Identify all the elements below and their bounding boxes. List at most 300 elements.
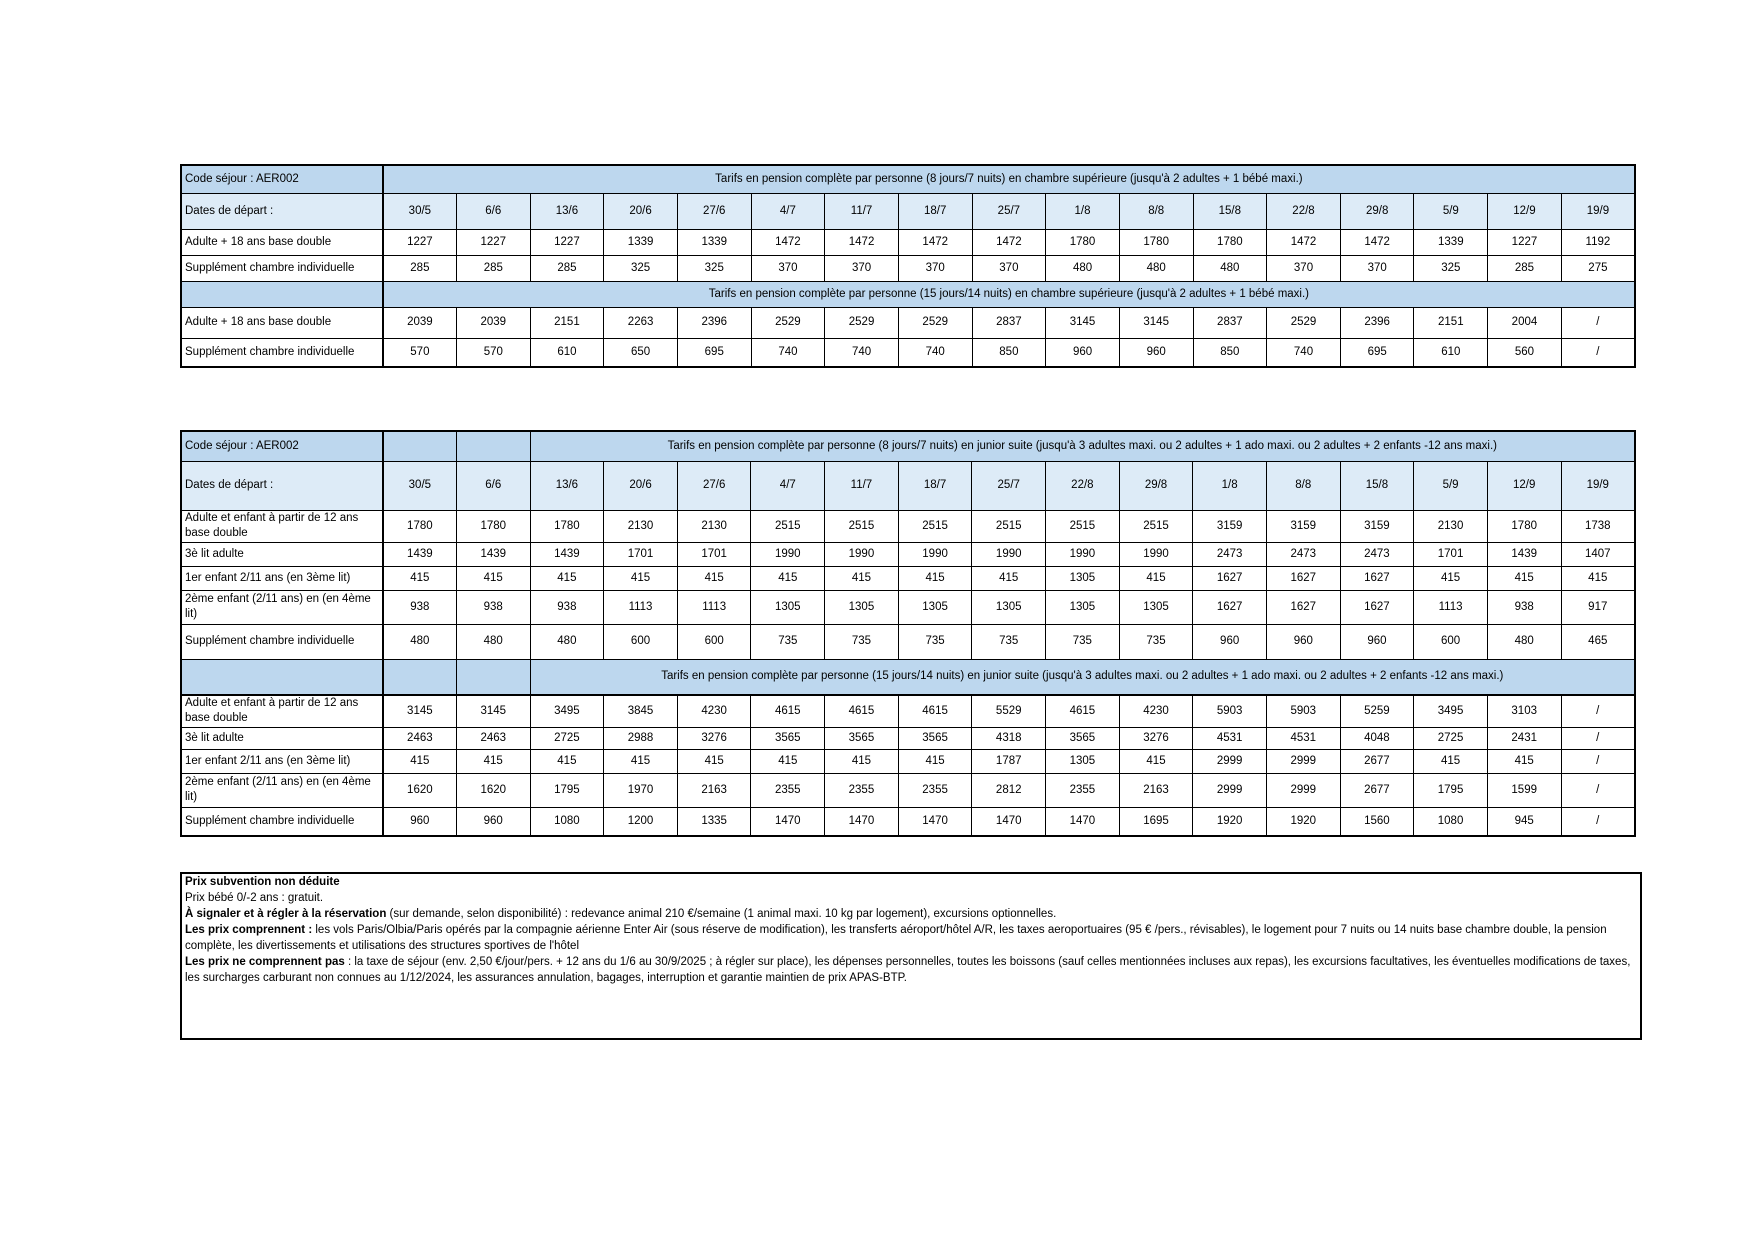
- empty-cell: [383, 659, 457, 695]
- price-cell: 938: [456, 590, 530, 624]
- price-cell: 285: [530, 255, 604, 281]
- price-cell: 3276: [677, 727, 751, 749]
- table-row: [181, 727, 1635, 749]
- price-cell: 1627: [1193, 566, 1267, 590]
- price-cell: 2151: [530, 307, 604, 338]
- price-cell: 480: [383, 624, 457, 659]
- date-cell: 18/7: [898, 461, 972, 510]
- price-cell: 415: [1119, 749, 1193, 773]
- price-cell: 600: [604, 624, 678, 659]
- price-cell: /: [1561, 695, 1635, 727]
- price-cell: 960: [456, 807, 530, 836]
- departure-dates-row: [181, 461, 1635, 510]
- price-cell: 415: [898, 566, 972, 590]
- price-cell: 3159: [1340, 510, 1414, 542]
- price-cell: 1780: [1193, 229, 1267, 255]
- price-cell: 5903: [1266, 695, 1340, 727]
- price-cell: 1627: [1340, 566, 1414, 590]
- price-cell: 570: [383, 338, 457, 367]
- price-cell: 1920: [1266, 807, 1340, 836]
- price-cell: /: [1561, 749, 1635, 773]
- price-cell: 1439: [383, 542, 457, 566]
- price-cell: 735: [825, 624, 899, 659]
- price-cell: 1470: [1046, 807, 1120, 836]
- price-cell: 1470: [825, 807, 899, 836]
- price-cell: 1305: [1046, 590, 1120, 624]
- price-cell: 2163: [1119, 773, 1193, 807]
- price-cell: 1470: [972, 807, 1046, 836]
- price-cell: 275: [1561, 255, 1635, 281]
- table-header-row: [181, 165, 1635, 193]
- row-label: 2ème enfant (2/11 ans) en (en 4ème lit): [181, 773, 383, 807]
- price-cell: 1701: [677, 542, 751, 566]
- date-cell: 4/7: [751, 461, 825, 510]
- price-cell: 2837: [972, 307, 1046, 338]
- price-cell: 1472: [972, 229, 1046, 255]
- table-header-row: [181, 431, 1635, 461]
- price-cell: 2130: [677, 510, 751, 542]
- date-cell: 11/7: [825, 461, 899, 510]
- price-cell: 2463: [383, 727, 457, 749]
- date-cell: 1/8: [1193, 461, 1267, 510]
- price-cell: 5903: [1193, 695, 1267, 727]
- date-cell: 20/6: [604, 193, 678, 229]
- price-cell: 1990: [1119, 542, 1193, 566]
- price-cell: 1787: [972, 749, 1046, 773]
- price-cell: 465: [1561, 624, 1635, 659]
- price-cell: 3565: [898, 727, 972, 749]
- price-cell: 1627: [1193, 590, 1267, 624]
- price-cell: 480: [1119, 255, 1193, 281]
- subsidy-note: Prix subvention non déduite: [185, 876, 340, 888]
- price-cell: 740: [751, 338, 825, 367]
- date-cell: 4/7: [751, 193, 825, 229]
- date-cell: 22/8: [1046, 461, 1120, 510]
- price-cell: 415: [604, 566, 678, 590]
- price-cell: 480: [1193, 255, 1267, 281]
- price-cell: 2515: [825, 510, 899, 542]
- price-cell: 1780: [383, 510, 457, 542]
- price-cell: 1780: [1119, 229, 1193, 255]
- date-cell: 13/6: [530, 461, 604, 510]
- price-cell: 960: [1340, 624, 1414, 659]
- departure-dates-label: Dates de départ :: [181, 193, 383, 229]
- price-cell: 938: [530, 590, 604, 624]
- price-cell: 2529: [751, 307, 825, 338]
- price-cell: 2677: [1340, 749, 1414, 773]
- price-cell: 325: [1414, 255, 1488, 281]
- price-cell: 850: [1193, 338, 1267, 367]
- price-cell: 2431: [1487, 727, 1561, 749]
- reservation-note: À signaler et à régler à la réservation (sur demande, selon disponibilité) : redevance animal 210 €/semaine (1 animal maxi. 10 kg par logement), excursions optionnelles.: [185, 908, 1057, 920]
- price-cell: 415: [825, 749, 899, 773]
- price-cell: 1227: [530, 229, 604, 255]
- price-cell: 1472: [1267, 229, 1341, 255]
- price-cell: 735: [1046, 624, 1120, 659]
- price-cell: 1695: [1119, 807, 1193, 836]
- price-cell: 2396: [677, 307, 751, 338]
- price-cell: 5259: [1340, 695, 1414, 727]
- price-cell: 4048: [1340, 727, 1414, 749]
- price-cell: 1920: [1193, 807, 1267, 836]
- price-cell: 4318: [972, 727, 1046, 749]
- price-cell: 1305: [1119, 590, 1193, 624]
- price-cell: 3103: [1487, 695, 1561, 727]
- price-cell: 415: [825, 566, 899, 590]
- row-label: 2ème enfant (2/11 ans) en (en 4ème lit): [181, 590, 383, 624]
- price-cell: 1780: [456, 510, 530, 542]
- empty-cell: [181, 281, 383, 307]
- price-cell: 3565: [825, 727, 899, 749]
- price-cell: 735: [1119, 624, 1193, 659]
- price-cell: 3145: [1119, 307, 1193, 338]
- price-cell: 1227: [383, 229, 457, 255]
- price-cell: 2039: [456, 307, 530, 338]
- price-cell: 735: [972, 624, 1046, 659]
- price-cell: 1470: [751, 807, 825, 836]
- table-row: [181, 229, 1635, 255]
- price-cell: 917: [1561, 590, 1635, 624]
- price-cell: 1990: [972, 542, 1046, 566]
- price-cell: 1970: [604, 773, 678, 807]
- date-cell: 27/6: [677, 193, 751, 229]
- price-cell: 3276: [1119, 727, 1193, 749]
- date-cell: 22/8: [1267, 193, 1341, 229]
- price-cell: 2473: [1193, 542, 1267, 566]
- price-cell: 3495: [1414, 695, 1488, 727]
- price-cell: 480: [530, 624, 604, 659]
- table-title-8-days: Tarifs en pension complète par personne (8 jours/7 nuits) en junior suite (jusqu'à 3 adultes maxi. ou 2 adultes + 1 ado maxi. ou 2 adultes + 2 enfants -12 ans maxi.): [530, 431, 1635, 461]
- price-cell: 2812: [972, 773, 1046, 807]
- date-cell: 19/9: [1561, 193, 1635, 229]
- price-cell: 2263: [604, 307, 678, 338]
- price-cell: 1080: [1414, 807, 1488, 836]
- table-header-row: [181, 281, 1635, 307]
- price-cell: 1200: [604, 807, 678, 836]
- price-cell: 415: [1414, 566, 1488, 590]
- price-cell: 2004: [1488, 307, 1562, 338]
- table-row: [181, 338, 1635, 367]
- price-cell: 2515: [751, 510, 825, 542]
- table-row: [181, 624, 1635, 659]
- price-cell: 735: [751, 624, 825, 659]
- price-cell: 1627: [1266, 590, 1340, 624]
- table-row: [181, 255, 1635, 281]
- price-cell: 1407: [1561, 542, 1635, 566]
- table-row: [181, 773, 1635, 807]
- price-cell: 415: [530, 749, 604, 773]
- price-cell: 1795: [1414, 773, 1488, 807]
- price-cell: 1701: [1414, 542, 1488, 566]
- price-cell: 370: [972, 255, 1046, 281]
- price-cell: 480: [1046, 255, 1120, 281]
- price-cell: 4531: [1193, 727, 1267, 749]
- price-cell: 2999: [1193, 749, 1267, 773]
- price-cell: 370: [825, 255, 899, 281]
- departure-dates-row: [181, 193, 1635, 229]
- empty-cell: [181, 659, 383, 695]
- departure-dates-label: Dates de départ :: [181, 461, 383, 510]
- price-cell: 415: [751, 749, 825, 773]
- date-cell: 12/9: [1488, 193, 1562, 229]
- price-cell: 1472: [898, 229, 972, 255]
- price-cell: 3565: [751, 727, 825, 749]
- price-cell: 1339: [677, 229, 751, 255]
- price-cell: 695: [1340, 338, 1414, 367]
- price-cell: 2725: [1414, 727, 1488, 749]
- price-cell: 4230: [1119, 695, 1193, 727]
- price-cell: 1080: [530, 807, 604, 836]
- price-cell: 960: [1266, 624, 1340, 659]
- price-cell: 1701: [604, 542, 678, 566]
- price-cell: 740: [1267, 338, 1341, 367]
- date-cell: 6/6: [456, 461, 530, 510]
- price-cell: 1990: [751, 542, 825, 566]
- price-cell: 1339: [604, 229, 678, 255]
- price-cell: 415: [751, 566, 825, 590]
- stay-code-label: Code séjour : AER002: [181, 431, 383, 461]
- price-cell: 1192: [1561, 229, 1635, 255]
- price-cell: 2463: [456, 727, 530, 749]
- price-cell: 735: [898, 624, 972, 659]
- price-cell: 2515: [1119, 510, 1193, 542]
- price-cell: 2999: [1193, 773, 1267, 807]
- date-cell: 5/9: [1414, 193, 1488, 229]
- price-cell: 1335: [677, 807, 751, 836]
- date-cell: 8/8: [1266, 461, 1340, 510]
- price-cell: 938: [383, 590, 457, 624]
- price-cell: /: [1561, 807, 1635, 836]
- price-cell: 370: [898, 255, 972, 281]
- price-table-superior-room: [180, 164, 1636, 368]
- price-cell: /: [1561, 307, 1635, 338]
- date-cell: 15/8: [1340, 461, 1414, 510]
- price-cell: 415: [604, 749, 678, 773]
- price-cell: 285: [456, 255, 530, 281]
- price-cell: 2396: [1340, 307, 1414, 338]
- price-cell: 1472: [825, 229, 899, 255]
- price-cell: 370: [1267, 255, 1341, 281]
- price-cell: 600: [677, 624, 751, 659]
- date-cell: 5/9: [1414, 461, 1488, 510]
- table-row: [181, 510, 1635, 542]
- price-cell: 415: [1414, 749, 1488, 773]
- price-cell: 285: [383, 255, 457, 281]
- price-cell: 3565: [1046, 727, 1120, 749]
- included-note: Les prix comprennent : les vols Paris/Olbia/Paris opérés par la compagnie aérienne Enter Air (sous réserve de modification), les transferts aéroport/hôtel A/R, les taxes aeroportuaires (95 € /pers., révisables), le logement pour 7 nuits ou 14 nuits base chambre double, la pension complète, les divertissements et utilisations des structures sportives de l'hôtel: [185, 924, 1607, 952]
- price-cell: 2515: [1046, 510, 1120, 542]
- price-cell: 1113: [1414, 590, 1488, 624]
- price-cell: 1627: [1340, 590, 1414, 624]
- price-cell: 4230: [677, 695, 751, 727]
- table-title-15-days: Tarifs en pension complète par personne (15 jours/14 nuits) en junior suite (jusqu'à 3 adultes maxi. ou 2 adultes + 1 ado maxi. ou 2 adultes + 2 enfants -12 ans maxi.): [530, 659, 1635, 695]
- price-cell: 415: [1119, 566, 1193, 590]
- price-cell: 1339: [1414, 229, 1488, 255]
- price-cell: 600: [1414, 624, 1488, 659]
- table-header-row: [181, 659, 1635, 695]
- price-cell: 2473: [1340, 542, 1414, 566]
- table-title-15-days: Tarifs en pension complète par personne (15 jours/14 nuits) en chambre supérieure (jusqu'à 2 adultes + 1 bébé maxi.): [383, 281, 1635, 307]
- price-cell: 2515: [972, 510, 1046, 542]
- price-cell: 4531: [1266, 727, 1340, 749]
- row-label: Adulte + 18 ans base double: [181, 229, 383, 255]
- price-cell: 3159: [1266, 510, 1340, 542]
- price-cell: 2999: [1266, 773, 1340, 807]
- price-cell: 740: [898, 338, 972, 367]
- price-cell: 370: [1340, 255, 1414, 281]
- price-cell: 3495: [530, 695, 604, 727]
- price-cell: 2355: [751, 773, 825, 807]
- row-label: 1er enfant 2/11 ans (en 3ème lit): [181, 566, 383, 590]
- price-cell: 415: [677, 566, 751, 590]
- price-cell: 2529: [825, 307, 899, 338]
- price-cell: 2529: [1267, 307, 1341, 338]
- price-cell: 1439: [456, 542, 530, 566]
- row-label: Adulte et enfant à partir de 12 ans base double: [181, 695, 383, 727]
- price-cell: /: [1561, 727, 1635, 749]
- price-cell: 415: [456, 749, 530, 773]
- price-cell: 2039: [383, 307, 457, 338]
- price-cell: 2163: [677, 773, 751, 807]
- date-cell: 27/6: [677, 461, 751, 510]
- row-label: Supplément chambre individuelle: [181, 255, 383, 281]
- date-cell: 20/6: [604, 461, 678, 510]
- date-cell: 13/6: [530, 193, 604, 229]
- price-cell: /: [1561, 773, 1635, 807]
- baby-price-note: Prix bébé 0/-2 ans : gratuit.: [185, 892, 324, 904]
- price-cell: 1305: [1046, 749, 1120, 773]
- price-cell: 2473: [1266, 542, 1340, 566]
- price-cell: 3145: [456, 695, 530, 727]
- price-cell: 1439: [530, 542, 604, 566]
- price-cell: 960: [1119, 338, 1193, 367]
- price-cell: 1990: [1046, 542, 1120, 566]
- price-cell: 1113: [604, 590, 678, 624]
- price-cell: 960: [383, 807, 457, 836]
- row-label: Supplément chambre individuelle: [181, 338, 383, 367]
- price-cell: 2837: [1193, 307, 1267, 338]
- row-label: Adulte et enfant à partir de 12 ans base double: [181, 510, 383, 542]
- table-row: [181, 749, 1635, 773]
- price-cell: 1113: [677, 590, 751, 624]
- price-cell: 2529: [898, 307, 972, 338]
- price-cell: 740: [825, 338, 899, 367]
- price-cell: 415: [456, 566, 530, 590]
- stay-code-label: Code séjour : AER002: [181, 165, 383, 193]
- table-row: [181, 566, 1635, 590]
- price-cell: 1990: [825, 542, 899, 566]
- price-cell: 1305: [898, 590, 972, 624]
- price-cell: 1990: [898, 542, 972, 566]
- price-cell: 415: [677, 749, 751, 773]
- price-cell: 415: [383, 749, 457, 773]
- price-cell: 1472: [1340, 229, 1414, 255]
- price-cell: 1627: [1266, 566, 1340, 590]
- price-cell: 1305: [1046, 566, 1120, 590]
- price-cell: 1472: [751, 229, 825, 255]
- row-label: 3è lit adulte: [181, 542, 383, 566]
- date-cell: 25/7: [972, 193, 1046, 229]
- table-title-8-days: Tarifs en pension complète par personne (8 jours/7 nuits) en chambre supérieure (jusqu'à 2 adultes + 1 bébé maxi.): [383, 165, 1635, 193]
- date-cell: 19/9: [1561, 461, 1635, 510]
- price-cell: 415: [530, 566, 604, 590]
- price-cell: 2988: [604, 727, 678, 749]
- price-cell: 4615: [751, 695, 825, 727]
- price-cell: 570: [456, 338, 530, 367]
- price-cell: 1780: [1487, 510, 1561, 542]
- empty-cell: [383, 431, 457, 461]
- price-cell: 960: [1193, 624, 1267, 659]
- price-cell: 1305: [751, 590, 825, 624]
- price-cell: 1620: [456, 773, 530, 807]
- date-cell: 15/8: [1193, 193, 1267, 229]
- price-cell: 2355: [898, 773, 972, 807]
- price-cell: 2130: [604, 510, 678, 542]
- empty-cell: [456, 431, 530, 461]
- price-cell: 560: [1488, 338, 1562, 367]
- price-cell: 1738: [1561, 510, 1635, 542]
- row-label: Adulte + 18 ans base double: [181, 307, 383, 338]
- conditions-notes: [180, 872, 1642, 1040]
- price-cell: 938: [1487, 590, 1561, 624]
- price-cell: 610: [530, 338, 604, 367]
- row-label: Supplément chambre individuelle: [181, 807, 383, 836]
- price-cell: 2355: [1046, 773, 1120, 807]
- price-cell: 370: [751, 255, 825, 281]
- price-cell: 415: [1561, 566, 1635, 590]
- price-cell: /: [1561, 338, 1635, 367]
- price-cell: 2725: [530, 727, 604, 749]
- table-row: [181, 307, 1635, 338]
- date-cell: 18/7: [898, 193, 972, 229]
- date-cell: 29/8: [1340, 193, 1414, 229]
- table-row: [181, 807, 1635, 836]
- date-cell: 25/7: [972, 461, 1046, 510]
- price-table-junior-suite: [180, 430, 1636, 837]
- price-cell: 415: [383, 566, 457, 590]
- price-cell: 285: [1488, 255, 1562, 281]
- date-cell: 30/5: [383, 193, 457, 229]
- price-cell: 1780: [1046, 229, 1120, 255]
- row-label: 3è lit adulte: [181, 727, 383, 749]
- price-cell: 3145: [1046, 307, 1120, 338]
- price-cell: 415: [1487, 566, 1561, 590]
- price-cell: 1780: [530, 510, 604, 542]
- price-cell: 4615: [825, 695, 899, 727]
- price-cell: 1305: [825, 590, 899, 624]
- price-cell: 2355: [825, 773, 899, 807]
- price-cell: 325: [604, 255, 678, 281]
- price-cell: 960: [1046, 338, 1120, 367]
- price-cell: 4615: [898, 695, 972, 727]
- price-cell: 415: [1487, 749, 1561, 773]
- price-cell: 1599: [1487, 773, 1561, 807]
- price-cell: 2677: [1340, 773, 1414, 807]
- price-cell: 1439: [1487, 542, 1561, 566]
- price-cell: 4615: [1046, 695, 1120, 727]
- table-row: [181, 695, 1635, 727]
- price-cell: 3845: [604, 695, 678, 727]
- price-cell: 945: [1487, 807, 1561, 836]
- table-row: [181, 542, 1635, 566]
- price-cell: 1470: [898, 807, 972, 836]
- empty-cell: [456, 659, 530, 695]
- price-cell: 1620: [383, 773, 457, 807]
- price-cell: 1305: [972, 590, 1046, 624]
- price-cell: 5529: [972, 695, 1046, 727]
- row-label: Supplément chambre individuelle: [181, 624, 383, 659]
- price-cell: 1560: [1340, 807, 1414, 836]
